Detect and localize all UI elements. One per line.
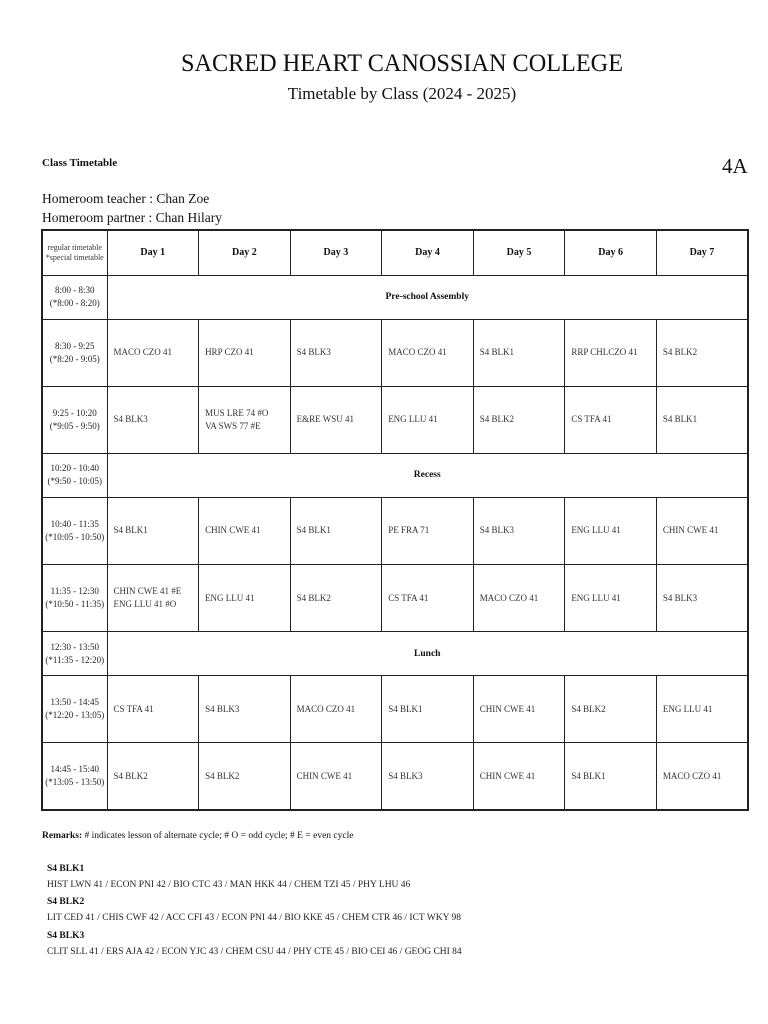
- day-header: Day 6: [565, 230, 657, 275]
- class-timetable: [41, 229, 749, 811]
- regular-time: 8:30 - 9:25: [55, 340, 95, 351]
- day-header: Day 5: [473, 230, 565, 275]
- period-row: [42, 565, 748, 632]
- lesson-entry: S4 BLK1: [571, 770, 606, 781]
- lesson-entry: S4 BLK2: [479, 414, 515, 425]
- lesson-entry: S4 BLK3: [662, 592, 698, 603]
- time-slot-cell: [42, 632, 107, 676]
- lesson-entry: ENG LLU 41 #O: [113, 599, 177, 610]
- special-time: (*8:20 - 9:05): [49, 353, 100, 364]
- lesson-cell: [473, 319, 565, 386]
- block-name: S4 BLK2: [47, 897, 85, 907]
- lesson-cell: [107, 497, 199, 564]
- lesson-entry: RRP CHLCZO 41: [571, 347, 638, 358]
- regular-time: 9:25 - 10:20: [52, 407, 97, 418]
- lesson-cell: [656, 497, 748, 564]
- special-time: (*11:35 - 12:20): [45, 654, 105, 665]
- special-time: (*9:50 - 10:05): [47, 476, 102, 487]
- lesson-cell: [107, 743, 199, 810]
- lesson-entry: E&RE WSU 41: [296, 414, 354, 425]
- special-time: (*8:00 - 8:20): [49, 298, 100, 309]
- lesson-entry: CS TFA 41: [571, 414, 612, 425]
- lesson-entry: CS TFA 41: [113, 703, 154, 714]
- lesson-entry: MACO CZO 41: [479, 592, 539, 603]
- lesson-entry: VA SWS 77 #E: [205, 420, 261, 431]
- lesson-cell: [290, 319, 382, 386]
- lesson-cell: [656, 743, 748, 810]
- day-header: Day 7: [656, 230, 748, 275]
- lesson-cell: [290, 565, 382, 632]
- lesson-cell: [656, 386, 748, 453]
- lesson-entry: ENG LLU 41: [388, 414, 438, 425]
- lesson-cell: [107, 319, 199, 386]
- remarks-label: Remarks:: [42, 831, 83, 841]
- lesson-cell: [656, 319, 748, 386]
- lesson-cell: [473, 743, 565, 810]
- lesson-cell: [199, 319, 291, 386]
- lesson-entry: S4 BLK2: [571, 703, 606, 714]
- lesson-cell: [290, 386, 382, 453]
- lesson-entry: ENG LLU 41: [205, 592, 255, 603]
- lesson-entry: S4 BLK3: [296, 347, 331, 358]
- corner-regular-label: regular timetable: [47, 242, 102, 252]
- lesson-entry: S4 BLK1: [113, 525, 148, 536]
- lesson-entry: CHIN CWE 41: [662, 525, 719, 536]
- remarks: [42, 831, 353, 841]
- corner-special-label: *special timetable: [45, 252, 104, 262]
- lesson-cell: [107, 565, 199, 632]
- lesson-cell: [565, 386, 657, 453]
- lesson-cell: [382, 565, 474, 632]
- lesson-cell: [382, 676, 474, 743]
- lesson-entry: ENG LLU 41: [571, 592, 621, 603]
- lesson-cell: [199, 565, 291, 632]
- lesson-cell: [382, 386, 474, 453]
- lesson-entry: S4 BLK3: [205, 703, 240, 714]
- time-slot-cell: [42, 497, 107, 564]
- lesson-cell: [656, 676, 748, 743]
- timetable-corner-cell: [42, 230, 107, 275]
- break-row: [42, 275, 748, 319]
- lesson-entry: CHIN CWE 41: [205, 525, 261, 536]
- period-row: [42, 676, 748, 743]
- homeroom-partner: Homeroom partner : Chan Hilary: [42, 210, 222, 225]
- regular-time: 8:00 - 8:30: [55, 285, 95, 296]
- lesson-entry: S4 BLK3: [388, 770, 423, 781]
- lesson-cell: [565, 565, 657, 632]
- time-slot-cell: [42, 453, 107, 497]
- lesson-entry: HRP CZO 41: [205, 347, 254, 358]
- school-title: SACRED HEART CANOSSIAN COLLEGE: [180, 50, 624, 77]
- lesson-entry: CHIN CWE 41: [479, 703, 536, 714]
- break-row: [42, 632, 748, 676]
- lesson-entry: S4 BLK2: [296, 592, 331, 603]
- day-header: Day 4: [382, 230, 474, 275]
- lesson-cell: [107, 386, 199, 453]
- day-header: Day 2: [199, 230, 291, 275]
- period-row: [42, 386, 748, 453]
- time-slot-cell: [42, 319, 107, 386]
- lesson-cell: [656, 565, 748, 632]
- regular-time: 11:35 - 12:30: [50, 586, 99, 597]
- break-label: Pre-school Assembly: [107, 275, 748, 319]
- lesson-entry: S4 BLK1: [388, 703, 423, 714]
- lesson-entry: S4 BLK2: [205, 770, 240, 781]
- special-time: (*12:20 - 13:05): [45, 710, 105, 721]
- lesson-entry: S4 BLK3: [479, 525, 515, 536]
- period-row: [42, 319, 748, 386]
- section-label: Class Timetable: [42, 157, 118, 169]
- time-slot-cell: [42, 386, 107, 453]
- lesson-entry: MUS LRE 74 #O: [205, 407, 269, 418]
- lesson-entry: MACO CZO 41: [296, 703, 356, 714]
- lesson-entry: ENG LLU 41: [662, 703, 713, 714]
- timetable-subtitle: Timetable by Class (2024 - 2025): [287, 84, 517, 103]
- lesson-entry: S4 BLK2: [113, 770, 148, 781]
- lesson-entry: MACO CZO 41: [113, 347, 173, 358]
- lesson-entry: PE FRA 71: [388, 525, 430, 536]
- special-time: (*10:05 - 10:50): [45, 531, 105, 542]
- day-header: Day 3: [290, 230, 382, 275]
- lesson-entry: S4 BLK1: [479, 347, 515, 358]
- timetable-header-row: [42, 230, 748, 275]
- lesson-cell: [382, 743, 474, 810]
- special-time: (*13:05 - 13:50): [45, 777, 105, 788]
- block-subjects: CLIT SLL 41 / ERS AJA 42 / ECON YJC 43 / CHEM CSU 44 / PHY CTE 45 / BIO CEI 46 / GEOG CHI 84: [47, 947, 462, 957]
- lesson-entry: MACO CZO 41: [662, 770, 722, 781]
- lesson-entry: CS TFA 41: [388, 592, 429, 603]
- remarks-text: # indicates lesson of alternate cycle; # O = odd cycle; # E = even cycle: [84, 831, 354, 841]
- lesson-cell: [107, 676, 199, 743]
- lesson-cell: [382, 319, 474, 386]
- break-row: [42, 453, 748, 497]
- lesson-cell: [290, 676, 382, 743]
- lesson-cell: [565, 497, 657, 564]
- lesson-cell: [473, 497, 565, 564]
- special-time: (*10:50 - 11:35): [45, 599, 105, 610]
- lesson-cell: [199, 676, 291, 743]
- homeroom-teacher: Homeroom teacher : Chan Zoe: [42, 191, 210, 206]
- time-slot-cell: [42, 275, 107, 319]
- block-subjects: LIT CED 41 / CHIS CWF 42 / ACC CFI 43 / ECON PNI 44 / BIO KKE 45 / CHEM CTR 46 / ICT WKY 98: [47, 913, 461, 923]
- lesson-cell: [199, 497, 291, 564]
- lesson-cell: [382, 497, 474, 564]
- lesson-cell: [290, 497, 382, 564]
- lesson-entry: S4 BLK3: [113, 414, 148, 425]
- regular-time: 12:30 - 13:50: [50, 641, 99, 652]
- lesson-entry: CHIN CWE 41: [296, 770, 353, 781]
- lesson-cell: [199, 743, 291, 810]
- lesson-entry: S4 BLK2: [662, 347, 698, 358]
- block-subjects: HIST LWN 41 / ECON PNI 42 / BIO CTC 43 / MAN HKK 44 / CHEM TZI 45 / PHY LHU 46: [47, 880, 411, 890]
- lesson-cell: [473, 565, 565, 632]
- lesson-entry: CHIN CWE 41 #E: [113, 586, 182, 597]
- lesson-entry: CHIN CWE 41: [479, 770, 536, 781]
- regular-time: 13:50 - 14:45: [50, 697, 99, 708]
- block-name: S4 BLK3: [47, 931, 85, 941]
- time-slot-cell: [42, 743, 107, 810]
- lesson-entry: S4 BLK1: [296, 525, 331, 536]
- lesson-cell: [565, 676, 657, 743]
- regular-time: 10:20 - 10:40: [50, 463, 99, 474]
- lesson-cell: [473, 676, 565, 743]
- period-row: [42, 497, 748, 564]
- special-time: (*9:05 - 9:50): [49, 420, 100, 431]
- class-code: 4A: [722, 154, 748, 178]
- lesson-cell: [565, 319, 657, 386]
- lesson-entry: MACO CZO 41: [388, 347, 447, 358]
- regular-time: 10:40 - 11:35: [50, 518, 99, 529]
- lesson-cell: [199, 386, 291, 453]
- lesson-entry: ENG LLU 41: [571, 525, 621, 536]
- break-label: Recess: [107, 453, 748, 497]
- block-name: S4 BLK1: [47, 864, 85, 874]
- lesson-cell: [565, 743, 657, 810]
- lesson-cell: [473, 386, 565, 453]
- lesson-cell: [290, 743, 382, 810]
- regular-time: 14:45 - 15:40: [50, 764, 99, 775]
- break-label: Lunch: [107, 632, 748, 676]
- time-slot-cell: [42, 565, 107, 632]
- lesson-entry: S4 BLK1: [662, 414, 698, 425]
- day-header: Day 1: [107, 230, 199, 275]
- period-row: [42, 743, 748, 810]
- time-slot-cell: [42, 676, 107, 743]
